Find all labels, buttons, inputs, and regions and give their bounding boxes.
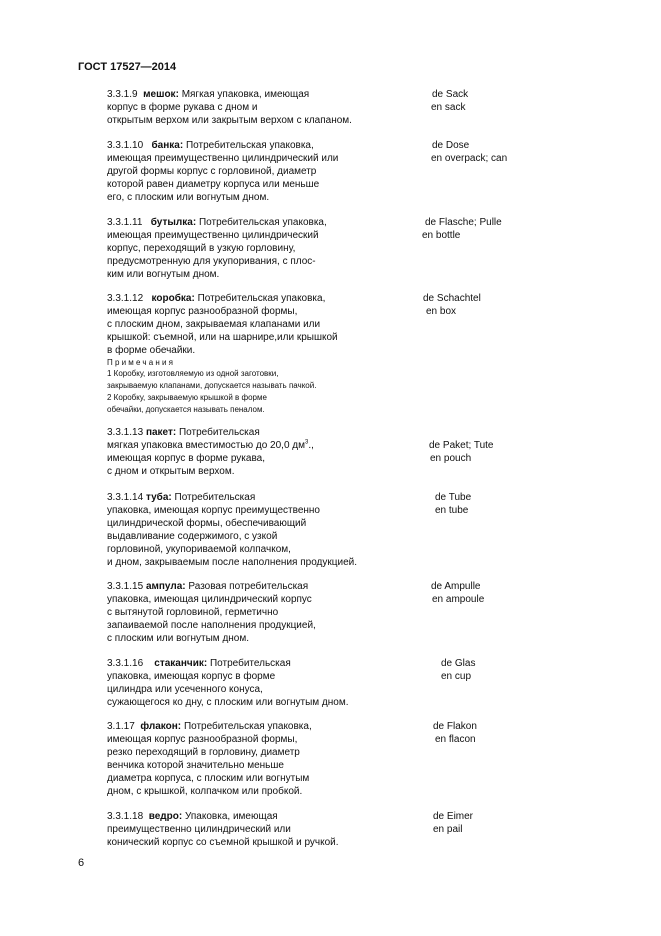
translation-en: en cup: [441, 671, 472, 682]
definition-line: имеющая преимущественно цилиндрический: [107, 230, 319, 241]
definition-line: Потребительская: [174, 492, 256, 503]
definition-line: Упаковка, имеющая: [184, 811, 278, 822]
definition-line: цилиндрической формы, обеспечивающий: [107, 518, 307, 529]
definition-line: выдавливание содержимого, с узкой: [107, 531, 278, 542]
entry-term: туба:: [145, 492, 172, 503]
entry-term: стаканчик:: [154, 658, 208, 669]
entry-term: пакет:: [145, 427, 177, 438]
translation-en: en pail: [433, 824, 463, 835]
translation-de: de Schachtel: [423, 293, 481, 304]
definition-line: корпус в форме рукава с дном и: [107, 102, 258, 113]
definition-line: другой формы корпус с горловиной, диаметр: [107, 166, 317, 177]
entry-term: бутылка:: [150, 217, 197, 228]
definition-line: с дном и открытым верхом.: [107, 466, 235, 477]
entry-term: флакон:: [140, 721, 182, 732]
definition-line: венчика которой значительно меньше: [107, 760, 284, 771]
definition-line: корпус, переходящий в узкую горловину,: [107, 243, 296, 254]
translation-en: en pouch: [430, 453, 472, 464]
term-entry-ampula: [107, 580, 627, 645]
definition-line: в форме обечайки.: [107, 345, 196, 356]
entry-number: 3.3.1.13: [107, 427, 144, 438]
definition-line: резко переходящий в горловину, диаметр: [107, 747, 300, 758]
note-line: 2 Коробку, закрываемую крышкой в форме: [107, 393, 267, 402]
definition-line: Разовая потребительская: [188, 581, 309, 592]
definition-line: с плоским или вогнутым дном.: [107, 633, 250, 644]
definition-line: с плоским дном, закрываемая клапанами или: [107, 319, 321, 330]
term-entry-paket: [107, 426, 627, 478]
entry-term: ведро:: [148, 811, 183, 822]
definition-line: ким или вогнутым дном.: [107, 269, 220, 280]
entry-number: 3.3.1.16: [107, 658, 144, 669]
definition-line: Потребительская упаковка,: [183, 721, 312, 732]
definition-line: его, с плоским или вогнутым дном.: [107, 192, 270, 203]
translation-en: en sack: [431, 102, 466, 113]
entry-term: мешок:: [143, 89, 179, 100]
entry-number: 3.3.1.9: [107, 89, 138, 100]
definition-line: имеющая корпус разнообразной формы,: [107, 306, 298, 317]
translation-de: de Flakon: [433, 721, 477, 732]
entry-number: 3.3.1.12: [107, 293, 144, 304]
definition-line: преимущественно цилиндрический или: [107, 824, 291, 835]
translation-en: en overpack; can: [431, 153, 508, 164]
definition-line: упаковка, имеющая цилиндрический корпус: [107, 594, 312, 605]
translation-en: en flacon: [435, 734, 476, 745]
definition-line: запаиваемой после наполнения продукцией,: [107, 620, 316, 631]
definition-line: с вытянутой горловиной, герметично: [107, 607, 279, 618]
entry-term: банка:: [151, 140, 184, 151]
translation-en: en bottle: [422, 230, 461, 241]
definition-line: имеющая преимущественно цилиндрический или: [107, 153, 339, 164]
translation-de: de Ampulle: [431, 581, 481, 592]
term-entry-korobka: [107, 292, 627, 416]
entry-number: 3.3.1.11: [107, 217, 143, 228]
definition-line: упаковка, имеющая корпус в форме: [107, 671, 276, 682]
entry-term: ампула:: [145, 581, 186, 592]
translation-en: en box: [426, 306, 457, 317]
translation-de: de Paket; Tute: [429, 440, 494, 451]
entry-number: 3.3.1.14: [107, 492, 144, 503]
definition-line: диаметра корпуса, с плоским или вогнутым: [107, 773, 310, 784]
translation-de: de Glas: [441, 658, 476, 669]
definition-line: Потребительская упаковка,: [197, 293, 326, 304]
definition-line-tail: .,: [308, 440, 314, 451]
definition-line: Мягкая упаковка, имеющая: [181, 89, 310, 100]
definition-line: которой равен диаметру корпуса или меньше: [107, 179, 320, 190]
entry-number: 3.3.1.10: [107, 140, 144, 151]
definition-line: дном, с крышкой, колпачком или пробкой.: [107, 786, 303, 797]
note-line: 1 Коробку, изготовляемую из одной заготовки,: [107, 369, 279, 378]
term-entry-flakon: [107, 720, 627, 798]
entry-term: коробка:: [151, 293, 195, 304]
translation-de: de Eimer: [433, 811, 474, 822]
entry-number: 3.3.1.15: [107, 581, 144, 592]
term-entry-meshok: [107, 88, 627, 127]
definition-line: и дном, закрываемым после наполнения продукцией.: [107, 557, 358, 568]
definition-line: крышкой: съемной, или на шарнире,или крышкой: [107, 332, 338, 343]
definition-line: Потребительская упаковка,: [185, 140, 314, 151]
note-title: Примечания: [107, 358, 176, 367]
definition-line: упаковка, имеющая корпус преимущественно: [107, 505, 320, 516]
definition-line: мягкая упаковка вместимостью до 20,0 дм: [107, 440, 305, 451]
translation-en: en ampoule: [432, 594, 485, 605]
definition-line: Потребительская упаковка,: [198, 217, 327, 228]
definition-line: имеющая корпус разнообразной формы,: [107, 734, 298, 745]
definition-line: конический корпус со съемной крышкой и ручкой.: [107, 837, 339, 848]
entry-number: 3.1.17: [107, 721, 135, 732]
definition-line: предусмотренную для укупоривания, с плос-: [107, 256, 316, 267]
term-entry-stakanchik: [107, 657, 627, 709]
entry-number: 3.3.1.18: [107, 811, 144, 822]
note-line: обечайки, допускается называть пеналом.: [107, 405, 265, 414]
definition-line: горловиной, укупориваемой колпачком,: [107, 544, 291, 555]
superscript: 3: [305, 439, 309, 446]
translation-de: de Dose: [432, 140, 470, 151]
term-entry-tuba: [107, 491, 627, 569]
page-number: 6: [78, 857, 85, 869]
term-entry-butylka: [107, 216, 627, 281]
definition-line: имеющая корпус в форме рукава,: [107, 453, 265, 464]
document-header: ГОСТ 17527—2014: [78, 61, 177, 73]
translation-en: en tube: [435, 505, 469, 516]
term-entry-vedro: [107, 810, 627, 849]
term-entry-banka: [107, 139, 627, 204]
translation-de: de Flasche; Pulle: [425, 217, 502, 228]
definition-line: цилиндра или усеченного конуса,: [107, 684, 263, 695]
definition-line: открытым верхом или закрытым верхом с клапаном.: [107, 115, 352, 126]
definition-line: Потребительская: [209, 658, 291, 669]
translation-de: de Tube: [435, 492, 472, 503]
note-line: закрываемую клапанами, допускается называть пачкой.: [107, 381, 317, 390]
definition-line: Потребительская: [178, 427, 260, 438]
translation-de: de Sack: [432, 89, 469, 100]
definition-line: сужающегося ко дну, с плоским или вогнутым дном.: [107, 697, 349, 708]
